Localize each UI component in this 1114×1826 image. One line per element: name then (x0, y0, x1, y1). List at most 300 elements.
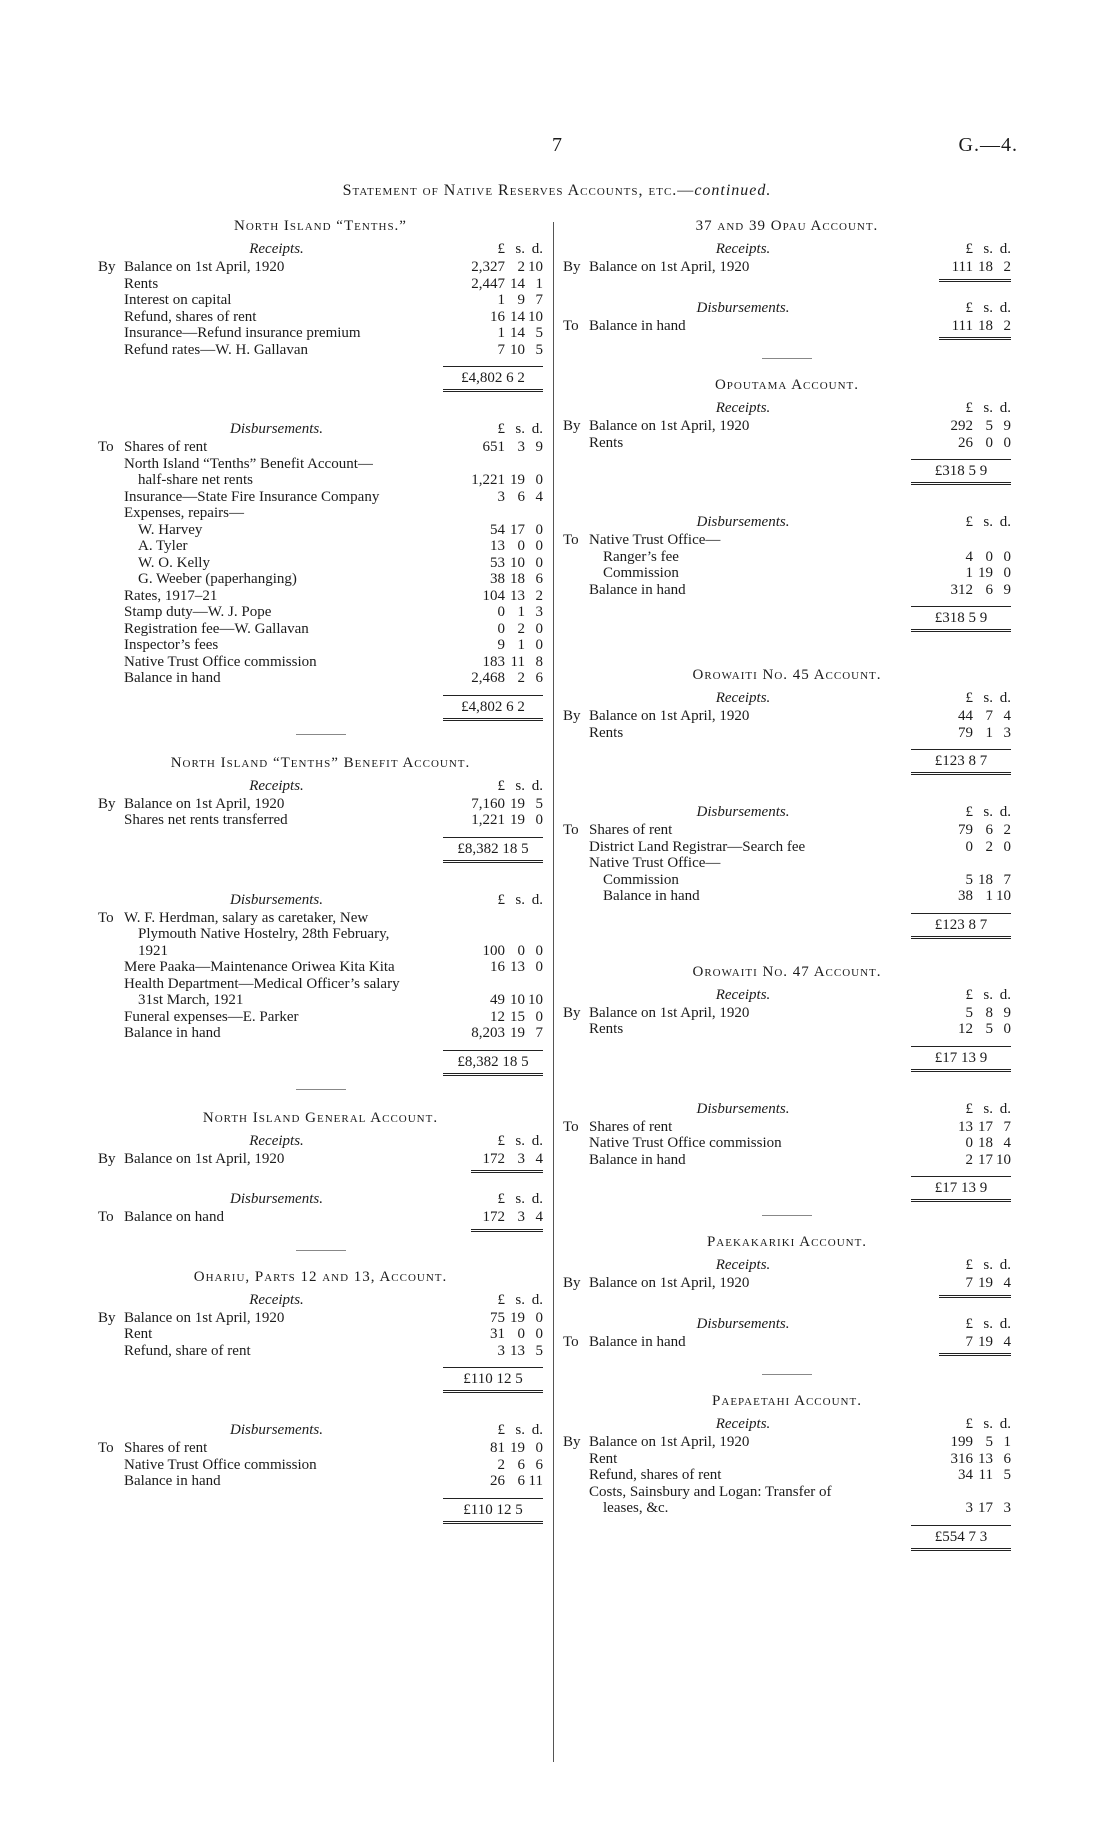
row-description: Shares net rents transferred (124, 812, 288, 828)
row-description: W. O. Kelly (138, 554, 210, 571)
row-description: District Land Registrar—Search fee (589, 838, 806, 855)
row-description: North Island “Tenths” Benefit Account— (124, 455, 373, 472)
row-prefix: To (563, 317, 579, 334)
column-head-shillings: s. (515, 891, 525, 908)
column-head-pounds: £ (965, 804, 973, 820)
row-prefix: To (563, 1333, 579, 1350)
amount-shillings: 19 (510, 472, 525, 488)
double-rule (563, 337, 1011, 340)
column-head-pounds: £ (965, 514, 973, 530)
column-head-pence: d. (531, 777, 543, 794)
row-description: G. Weeber (paperhanging) (138, 571, 297, 587)
amount-shillings: 19 (510, 795, 525, 812)
amount-pounds: 651 (482, 439, 505, 455)
account-total: £318 5 9 (911, 459, 1011, 480)
amount-shillings: 19 (978, 1333, 993, 1350)
amount-pounds: 53 (490, 554, 505, 571)
receipts-heading: Receipts. (715, 241, 771, 257)
amount-shillings: 3 (517, 439, 525, 455)
receipts-block (563, 241, 1011, 282)
account-row (563, 1021, 1011, 1038)
row-description: Insurance—State Fire Insurance Company (124, 488, 380, 505)
row-description: Balance on 1st April, 1920 (589, 1004, 750, 1021)
account-total: £110 12 5 (443, 1498, 543, 1519)
amount-pounds: 2,468 (471, 670, 505, 686)
disbursements-heading: Disbursements. (696, 299, 790, 316)
amount-pounds: 79 (958, 822, 973, 838)
amount-pence: 5 (535, 341, 543, 358)
row-description: Balance in hand (589, 317, 686, 334)
account-row (563, 318, 1011, 335)
amount-shillings: 14 (510, 308, 525, 325)
receipts-heading: Receipts. (249, 1291, 304, 1308)
row-description: Plymouth Native Hostelry, 28th February, (138, 926, 390, 942)
section-separator (762, 1374, 812, 1375)
right-column (563, 212, 1011, 1546)
amount-shillings: 19 (510, 1309, 525, 1326)
section-separator (296, 1250, 346, 1251)
account-row (563, 1119, 1011, 1136)
amount-pence: 4 (535, 488, 543, 505)
row-prefix: By (563, 1275, 581, 1291)
amount-shillings: 3 (517, 1209, 525, 1225)
receipts-heading: Receipts. (249, 777, 304, 794)
amount-shillings: 13 (510, 959, 525, 975)
amount-pounds: 3 (497, 1342, 505, 1359)
account-row (98, 654, 543, 671)
amount-pounds: 9 (497, 637, 505, 653)
row-description: Balance in hand (603, 888, 700, 904)
column-head-shillings: s. (983, 241, 993, 257)
row-description: A. Tyler (138, 538, 188, 554)
amount-pounds: 13 (490, 538, 505, 554)
account-row (563, 1500, 1011, 1517)
column-head-pence: d. (999, 804, 1011, 820)
column-head-pounds: £ (965, 690, 973, 706)
disbursements-heading: Disbursements. (230, 1191, 323, 1207)
amount-pounds: 104 (482, 587, 505, 604)
row-description: Refund, share of rent (124, 1342, 251, 1359)
disbursements-block (563, 300, 1011, 341)
column-head-pounds: £ (497, 241, 505, 257)
account-row (563, 435, 1011, 452)
account-title: North Island General Account. (202, 1109, 439, 1126)
amount-pence: 9 (1003, 581, 1011, 598)
column-head-pence: d. (999, 299, 1011, 316)
account-row (98, 992, 543, 1009)
amount-pence: 9 (1003, 1004, 1011, 1021)
amount-pence: 0 (1003, 838, 1011, 855)
row-description: Balance on 1st April, 1920 (589, 1434, 750, 1450)
amount-pounds: 312 (950, 581, 973, 598)
document-reference: G.—4. (958, 134, 1018, 156)
amount-pence: 10 (996, 1151, 1011, 1168)
amount-pounds: 12 (490, 1008, 505, 1025)
row-description: Stamp duty—W. J. Pope (124, 604, 272, 620)
disbursements-block (563, 804, 1011, 934)
amount-pounds: 38 (958, 888, 973, 904)
column-head-pounds: £ (965, 986, 973, 1003)
account-row (563, 888, 1011, 905)
amount-pounds: 2 (965, 1151, 973, 1168)
column-head-shillings: s. (983, 1257, 993, 1273)
amount-pounds: 3 (965, 1500, 973, 1516)
row-prefix: To (563, 532, 579, 548)
amount-pence: 0 (1003, 548, 1011, 565)
disbursements-heading: Disbursements. (696, 1315, 790, 1332)
row-description: Funeral expenses—E. Parker (124, 1008, 299, 1025)
disbursements-heading: Disbursements. (230, 1422, 323, 1438)
row-description: Shares of rent (589, 822, 673, 838)
row-description: Balance on 1st April, 1920 (124, 795, 285, 812)
row-description: Registration fee—W. Gallavan (124, 620, 309, 637)
amount-pence: 7 (1003, 871, 1011, 888)
account-row (98, 588, 543, 605)
column-head-shillings: s. (515, 421, 525, 437)
amount-shillings: 2 (517, 670, 525, 686)
account-row (98, 571, 543, 588)
account-row (563, 1467, 1011, 1484)
account-row (98, 621, 543, 638)
row-prefix: To (563, 822, 579, 838)
column-head-pounds: £ (965, 1416, 973, 1432)
amount-pence: 4 (1003, 1333, 1011, 1350)
account-row (98, 1025, 543, 1042)
row-description: Shares of rent (124, 439, 208, 455)
amount-pounds: 1,221 (471, 812, 505, 828)
disbursements-block (563, 1316, 1011, 1357)
section-separator (296, 1089, 346, 1090)
amount-shillings: 1 (985, 888, 993, 904)
amount-pounds: 8,203 (471, 1025, 505, 1041)
amount-pounds: 26 (490, 1473, 505, 1489)
amount-shillings: 1 (985, 724, 993, 741)
amount-pence: 6 (535, 1456, 543, 1473)
row-prefix: To (98, 909, 114, 926)
row-description: Mere Paaka—Maintenance Oriwea Kita Kita (124, 959, 395, 975)
column-head-shillings: s. (983, 400, 993, 416)
amount-pounds: 38 (490, 571, 505, 587)
amount-shillings: 19 (978, 1275, 993, 1291)
amount-shillings: 5 (985, 418, 993, 434)
row-description: Native Trust Office commission (124, 1456, 317, 1473)
amount-pounds: 1 (965, 565, 973, 581)
account-row (98, 538, 543, 555)
amount-pence: 0 (535, 521, 543, 538)
row-description: Expenses, repairs— (124, 505, 244, 521)
row-description: W. F. Herdman, salary as caretaker, New (124, 909, 369, 926)
column-head-shillings: s. (983, 1100, 993, 1117)
account-total: £554 7 3 (911, 1525, 1011, 1546)
account-total: £4,802 6 2 (443, 695, 543, 716)
amount-pounds: 2 (497, 1456, 505, 1473)
disbursements-block (563, 1101, 1011, 1198)
section-separator (762, 358, 812, 359)
receipts-block (98, 778, 543, 858)
amount-shillings: 2 (517, 620, 525, 637)
amount-pounds: 1 (497, 325, 505, 341)
account-benefit (98, 755, 543, 1071)
amount-pounds: 2,447 (471, 275, 505, 292)
amount-shillings: 6 (517, 1456, 525, 1473)
amount-shillings: 0 (517, 942, 525, 959)
column-head-pence: d. (999, 1315, 1011, 1332)
row-description: Balance on hand (124, 1209, 224, 1225)
account-orowaiti47 (563, 964, 1011, 1198)
row-description: Rents (124, 275, 159, 292)
row-description: Shares of rent (589, 1118, 673, 1135)
account-row (98, 1009, 543, 1026)
amount-pounds: 0 (497, 604, 505, 620)
account-row (98, 439, 543, 456)
double-rule (563, 1295, 1011, 1298)
account-title: Orowaiti No. 45 Account. (692, 667, 882, 683)
amount-pounds: 1,221 (471, 472, 505, 488)
column-head-pounds: £ (965, 1100, 973, 1117)
account-row (98, 292, 543, 309)
account-total: £8,382 18 5 (443, 1050, 543, 1071)
column-head-pence: d. (531, 891, 543, 908)
account-row (563, 1005, 1011, 1022)
amount-pence: 5 (535, 795, 543, 812)
amount-shillings: 7 (985, 708, 993, 724)
account-row (98, 796, 543, 813)
account-row (563, 708, 1011, 725)
amount-shillings: 1 (517, 637, 525, 653)
page-title: Statement of Native Reserves Accounts, etc.—continued. (342, 182, 772, 199)
amount-pence: 1 (1003, 1434, 1011, 1450)
account-orowaiti45 (563, 667, 1011, 934)
amount-pounds: 75 (490, 1309, 505, 1326)
column-head-pence: d. (999, 1257, 1011, 1273)
row-description: Balance on 1st April, 1920 (589, 1275, 750, 1291)
row-prefix: By (98, 259, 116, 275)
account-row (98, 522, 543, 539)
row-description: Balance on 1st April, 1920 (589, 418, 750, 434)
amount-pence: 0 (535, 812, 543, 828)
amount-shillings: 15 (510, 1008, 525, 1025)
amount-pence: 0 (535, 1008, 543, 1025)
account-row (98, 1209, 543, 1226)
account-row (563, 1451, 1011, 1468)
column-head-shillings: s. (515, 1132, 525, 1149)
amount-pence: 5 (535, 1342, 543, 1359)
amount-pence: 0 (535, 1309, 543, 1326)
account-row (98, 670, 543, 687)
amount-pounds: 12 (958, 1021, 973, 1037)
row-prefix: By (563, 708, 581, 724)
left-column (98, 212, 543, 1519)
account-title: Opoutama Account. (714, 377, 860, 393)
receipts-heading: Receipts. (715, 986, 771, 1003)
account-row (563, 1334, 1011, 1351)
account-row (98, 1343, 543, 1360)
row-description: Rents (589, 1021, 624, 1037)
column-head-pounds: £ (497, 1291, 505, 1308)
account-title: Orowaiti No. 47 Account. (692, 963, 882, 980)
row-description: Rent (589, 1450, 618, 1467)
section-separator (762, 1215, 812, 1216)
column-head-shillings: s. (983, 1416, 993, 1432)
column-head-pence: d. (531, 1291, 543, 1308)
amount-shillings: 18 (510, 571, 525, 587)
double-rule (563, 279, 1011, 282)
column-divider (553, 222, 554, 1762)
row-prefix: By (98, 1309, 116, 1326)
disbursements-block (98, 892, 543, 1071)
receipts-block (98, 241, 543, 387)
amount-shillings: 8 (985, 1004, 993, 1021)
account-row (98, 976, 543, 993)
amount-pounds: 7 (965, 1333, 973, 1350)
column-head-pounds: £ (497, 1422, 505, 1438)
account-total: £17 13 9 (911, 1046, 1011, 1067)
column-head-shillings: s. (515, 777, 525, 794)
amount-shillings: 13 (510, 587, 525, 604)
amount-pounds: 5 (965, 1004, 973, 1021)
row-description: Balance in hand (124, 670, 221, 686)
amount-shillings: 0 (985, 434, 993, 451)
page-number: 7 (552, 134, 562, 156)
row-prefix: By (563, 1004, 581, 1021)
amount-pence: 0 (535, 959, 543, 975)
account-row (563, 259, 1011, 276)
amount-pounds: 0 (965, 838, 973, 855)
column-head-shillings: s. (515, 1191, 525, 1207)
account-row (98, 489, 543, 506)
account-paepaetahi (563, 1393, 1011, 1546)
amount-shillings: 0 (517, 1326, 525, 1342)
amount-pence: 10 (996, 888, 1011, 904)
amount-pence: 0 (535, 554, 543, 571)
account-row (98, 1457, 543, 1474)
amount-shillings: 11 (510, 653, 525, 670)
amount-pence: 2 (535, 587, 543, 604)
row-prefix: By (563, 259, 581, 275)
account-title: North Island “Tenths.” (234, 218, 407, 234)
receipts-heading: Receipts. (249, 1132, 304, 1149)
row-description: Interest on capital (124, 292, 232, 308)
receipts-block (563, 1257, 1011, 1298)
amount-pounds: 54 (490, 521, 505, 538)
row-description: Insurance—Refund insurance premium (124, 325, 361, 341)
disbursements-block (98, 1191, 543, 1232)
amount-pounds: 7 (497, 341, 505, 358)
column-head-shillings: s. (983, 690, 993, 706)
amount-pounds: 199 (950, 1434, 973, 1450)
receipts-heading: Receipts. (249, 241, 304, 257)
column-head-shillings: s. (983, 1315, 993, 1332)
amount-shillings: 10 (510, 554, 525, 571)
receipts-heading: Receipts. (715, 400, 771, 416)
amount-pounds: 2,327 (471, 259, 505, 275)
row-prefix: To (98, 1440, 114, 1456)
amount-pounds: 4 (965, 548, 973, 565)
account-row (563, 1434, 1011, 1451)
account-row (98, 456, 543, 473)
row-description: Rates, 1917–21 (124, 587, 218, 604)
amount-shillings: 10 (510, 992, 525, 1008)
row-description: Native Trust Office— (589, 855, 721, 871)
amount-pence: 0 (1003, 434, 1011, 451)
row-prefix: To (563, 1118, 579, 1135)
amount-pence: 0 (535, 472, 543, 488)
amount-shillings: 3 (517, 1150, 525, 1167)
account-row (563, 1275, 1011, 1292)
amount-pounds: 172 (482, 1209, 505, 1225)
receipts-block (563, 1416, 1011, 1546)
receipts-block (98, 1292, 543, 1389)
row-description: Ranger’s fee (603, 548, 679, 565)
amount-shillings: 14 (510, 275, 525, 292)
account-total: £8,382 18 5 (443, 837, 543, 858)
row-description: Rent (124, 1326, 153, 1342)
amount-pence: 6 (1003, 1450, 1011, 1467)
row-prefix: By (98, 795, 116, 812)
column-head-shillings: s. (983, 299, 993, 316)
disbursements-heading: Disbursements. (696, 1100, 790, 1117)
amount-pence: 10 (528, 308, 543, 325)
account-title: 37 and 39 Opau Account. (695, 218, 879, 234)
row-prefix: To (98, 1209, 114, 1225)
disbursements-heading: Disbursements. (696, 804, 790, 820)
amount-pounds: 316 (950, 1450, 973, 1467)
amount-shillings: 17 (978, 1151, 993, 1168)
amount-pounds: 79 (958, 724, 973, 741)
account-title: Paepaetahi Account. (712, 1393, 862, 1409)
column-head-pounds: £ (965, 1257, 973, 1273)
amount-pounds: 111 (951, 317, 973, 334)
account-total: £110 12 5 (443, 1367, 543, 1388)
receipts-block (563, 987, 1011, 1067)
column-head-shillings: s. (983, 986, 993, 1003)
amount-shillings: 6 (517, 488, 525, 505)
column-head-pounds: £ (965, 1315, 973, 1332)
amount-shillings: 17 (978, 1118, 993, 1135)
row-description: Commission (603, 871, 679, 888)
column-head-pounds: £ (965, 241, 973, 257)
amount-shillings: 2 (517, 259, 525, 275)
row-prefix: By (98, 1150, 116, 1167)
column-head-pounds: £ (497, 777, 505, 794)
account-row (563, 872, 1011, 889)
amount-pence: 6 (535, 670, 543, 686)
amount-shillings: 14 (510, 325, 525, 341)
column-head-pence: d. (999, 690, 1011, 706)
account-row (98, 1440, 543, 1457)
disbursements-block (563, 514, 1011, 627)
amount-pounds: 13 (958, 1118, 973, 1135)
account-row (563, 582, 1011, 599)
amount-pence: 3 (535, 604, 543, 620)
disbursements-block (98, 421, 543, 716)
account-row (563, 549, 1011, 566)
row-description: Native Trust Office— (589, 532, 721, 548)
amount-pounds: 111 (951, 259, 973, 275)
account-general (98, 1110, 543, 1232)
account-row (98, 325, 543, 342)
amount-pounds: 183 (482, 653, 505, 670)
column-head-pence: d. (999, 1100, 1011, 1117)
double-rule (98, 1229, 543, 1232)
amount-pence: 8 (535, 653, 543, 670)
receipts-heading: Receipts. (715, 690, 771, 706)
account-row (98, 259, 543, 276)
amount-shillings: 11 (978, 1467, 993, 1483)
amount-shillings: 17 (510, 521, 525, 538)
account-row (563, 1152, 1011, 1169)
amount-pence: 9 (535, 439, 543, 455)
